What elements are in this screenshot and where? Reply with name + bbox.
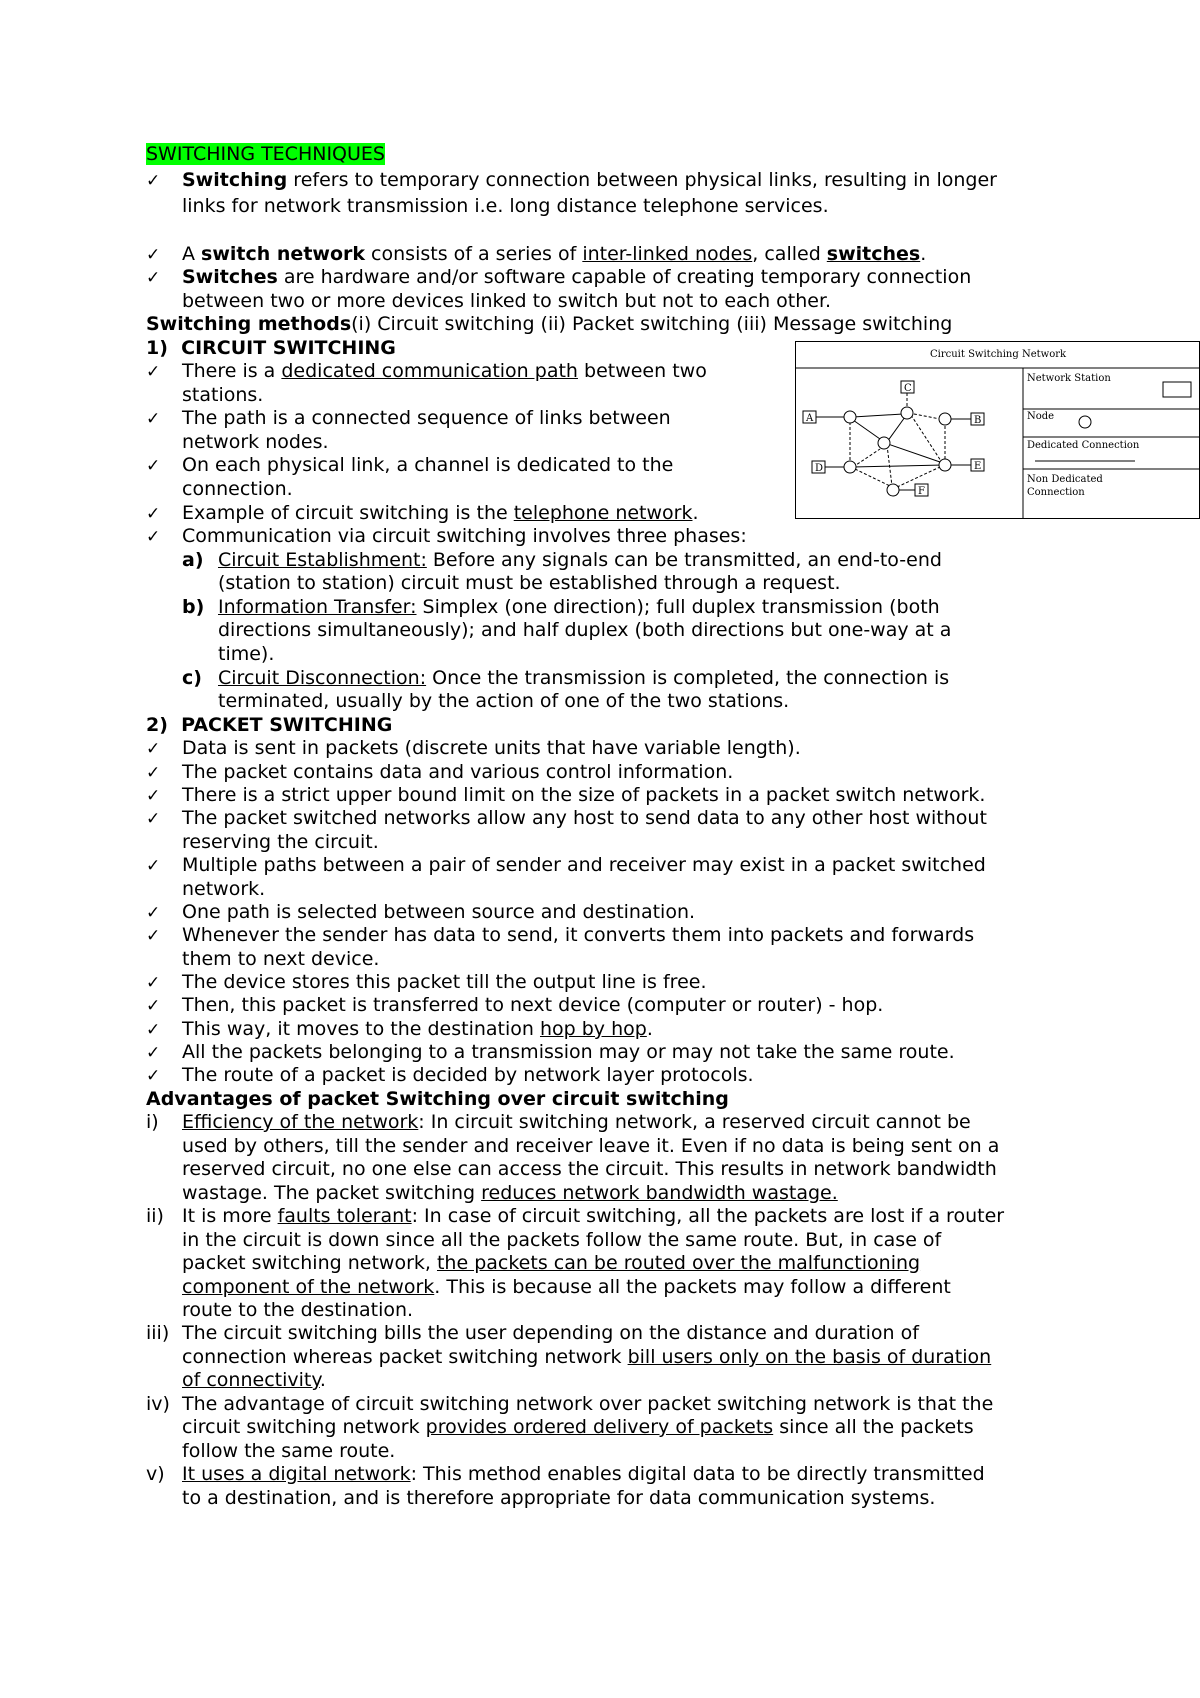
circuit-bullet-cont: connection. (182, 478, 293, 500)
packet-bullet-cont: reserving the circuit. (182, 831, 379, 853)
check-icon: ✓ (146, 1043, 161, 1063)
check-icon: ✓ (146, 362, 161, 382)
svg-text:E: E (974, 461, 982, 472)
circuit-bullet: The path is a connected sequence of links between (182, 407, 671, 429)
check-icon: ✓ (146, 1020, 161, 1040)
packet-bullet: Then, this packet is transferred to next device (computer or router) - hop. (182, 994, 884, 1016)
phase-letter: c) (182, 667, 202, 689)
legend-node: Node (1027, 411, 1055, 422)
advantage-item: It uses a digital network: This method enables digital data to be directly transmitted (182, 1463, 985, 1485)
svg-text:B: B (974, 415, 982, 426)
page-title: SWITCHING TECHNIQUES (146, 143, 385, 165)
advantage-cont: route to the destination. (182, 1299, 414, 1321)
check-icon: ✓ (146, 268, 161, 288)
phase-letter: a) (182, 549, 204, 571)
advantage-cont: follow the same route. (182, 1440, 396, 1462)
legend-nondedicated: Non Dedicated (1027, 474, 1103, 485)
intro-bullet: Switching refers to temporary connection between physical links, resulting in longer (182, 169, 997, 191)
phase-letter: b) (182, 596, 205, 618)
check-icon: ✓ (146, 504, 161, 524)
check-icon: ✓ (146, 409, 161, 429)
legend-connection: Connection (1027, 487, 1085, 498)
check-icon: ✓ (146, 856, 161, 876)
packet-bullet-cont: them to next device. (182, 948, 380, 970)
packet-bullet: The device stores this packet till the output line is free. (182, 971, 707, 993)
check-icon: ✓ (146, 171, 161, 191)
phase-item: Circuit Establishment: Before any signals can be transmitted, an end-to-end (218, 549, 942, 571)
advantages-heading: Advantages of packet Switching over circuit switching (146, 1088, 729, 1110)
intro-bullet: A switch network consists of a series of inter-linked nodes, called switches. (182, 243, 927, 265)
phase-item-cont: terminated, usually by the action of one of the two stations. (218, 690, 790, 712)
packet-bullet: The packet contains data and various control information. (182, 761, 734, 783)
packet-bullet: This way, it moves to the destination hop by hop. (182, 1018, 653, 1040)
legend-network-station: Network Station (1027, 373, 1111, 384)
packet-bullet-cont: network. (182, 878, 266, 900)
intro-bullet-cont: between two or more devices linked to switch but not to each other. (182, 290, 832, 312)
advantage-cont: wastage. The packet switching reduces network bandwidth wastage. (182, 1182, 838, 1204)
advantage-cont: circuit switching network provides ordered delivery of packets since all the packets (182, 1416, 974, 1438)
circuit-switching-diagram (795, 341, 1200, 519)
phase-item-cont: (station to station) circuit must be established through a request. (218, 572, 841, 594)
adv-number: ii) (146, 1205, 164, 1227)
check-icon: ✓ (146, 926, 161, 946)
advantage-cont: packet switching network, the packets can be routed over the malfunctioning (182, 1252, 921, 1274)
phase-item: Information Transfer: Simplex (one direction); full duplex transmission (both (218, 596, 940, 618)
adv-number: iii) (146, 1322, 170, 1344)
advantage-cont: of connectivity. (182, 1369, 326, 1391)
packet-bullet: There is a strict upper bound limit on the size of packets in a packet switch network. (182, 784, 986, 806)
adv-number: v) (146, 1463, 165, 1485)
advantage-cont: in the circuit is down since all the packets follow the same route. But, in case of (182, 1229, 942, 1251)
circuit-heading: 1) CIRCUIT SWITCHING (146, 337, 396, 359)
advantage-cont: to a destination, and is therefore appropriate for data communication systems. (182, 1487, 936, 1509)
check-icon: ✓ (146, 786, 161, 806)
packet-bullet: One path is selected between source and destination. (182, 901, 696, 923)
packet-bullet: Multiple paths between a pair of sender and receiver may exist in a packet switched (182, 854, 986, 876)
packet-bullet: Data is sent in packets (discrete units that have variable length). (182, 737, 801, 759)
advantage-cont: connection whereas packet switching network bill users only on the basis of duration (182, 1346, 992, 1368)
phase-item-cont: directions simultaneously); and half duplex (both directions but one-way at a (218, 619, 952, 641)
check-icon: ✓ (146, 739, 161, 759)
advantage-cont: reserved circuit, no one else can access the circuit. This results in network bandwidth (182, 1158, 997, 1180)
packet-bullet: Whenever the sender has data to send, it converts them into packets and forwards (182, 924, 975, 946)
check-icon: ✓ (146, 996, 161, 1016)
svg-text:A: A (806, 413, 814, 424)
advantage-item: The circuit switching bills the user depending on the distance and duration of (182, 1322, 919, 1344)
circuit-bullet: On each physical link, a channel is dedicated to the (182, 454, 674, 476)
phase-item: Circuit Disconnection: Once the transmission is completed, the connection is (218, 667, 950, 689)
svg-text:C: C (904, 383, 912, 394)
check-icon: ✓ (146, 527, 161, 547)
packet-bullet: The packet switched networks allow any host to send data to any other host without (182, 807, 987, 829)
intro-bullet-cont: links for network transmission i.e. long distance telephone services. (182, 195, 829, 217)
packet-heading: 2) PACKET SWITCHING (146, 714, 393, 736)
check-icon: ✓ (146, 973, 161, 993)
check-icon: ✓ (146, 903, 161, 923)
packet-bullet: All the packets belonging to a transmission may or may not take the same route. (182, 1041, 955, 1063)
advantage-cont: used by others, till the sender and receiver leave it. Even if no data is being sent on a (182, 1135, 1000, 1157)
adv-number: i) (146, 1111, 159, 1133)
check-icon: ✓ (146, 809, 161, 829)
advantage-item: The advantage of circuit switching network over packet switching network is that the (182, 1393, 994, 1415)
diagram-title: Circuit Switching Network (930, 349, 1067, 360)
circuit-bullet: There is a dedicated communication path between two (182, 360, 707, 382)
circuit-bullet: Communication via circuit switching involves three phases: (182, 525, 747, 547)
check-icon: ✓ (146, 763, 161, 783)
circuit-bullet-cont: network nodes. (182, 431, 329, 453)
phase-item-cont: time). (218, 643, 275, 665)
advantage-item: Efficiency of the network: In circuit switching network, a reserved circuit cannot be (182, 1111, 971, 1133)
svg-text:D: D (815, 463, 824, 474)
check-icon: ✓ (146, 456, 161, 476)
adv-number: iv) (146, 1393, 170, 1415)
circuit-bullet: Example of circuit switching is the telephone network. (182, 502, 699, 524)
legend-dedicated: Dedicated Connection (1027, 440, 1140, 451)
svg-text:F: F (918, 486, 925, 497)
intro-bullet: Switches are hardware and/or software capable of creating temporary connection (182, 266, 972, 288)
check-icon: ✓ (146, 245, 161, 265)
advantage-cont: component of the network. This is because all the packets may follow a different (182, 1276, 951, 1298)
switching-methods: Switching methods(i) Circuit switching (ii) Packet switching (iii) Message switching (146, 313, 953, 335)
check-icon: ✓ (146, 1066, 161, 1086)
advantage-item: It is more faults tolerant: In case of circuit switching, all the packets are lost if a router (182, 1205, 1005, 1227)
circuit-bullet-cont: stations. (182, 384, 264, 406)
packet-bullet: The route of a packet is decided by network layer protocols. (182, 1064, 754, 1086)
